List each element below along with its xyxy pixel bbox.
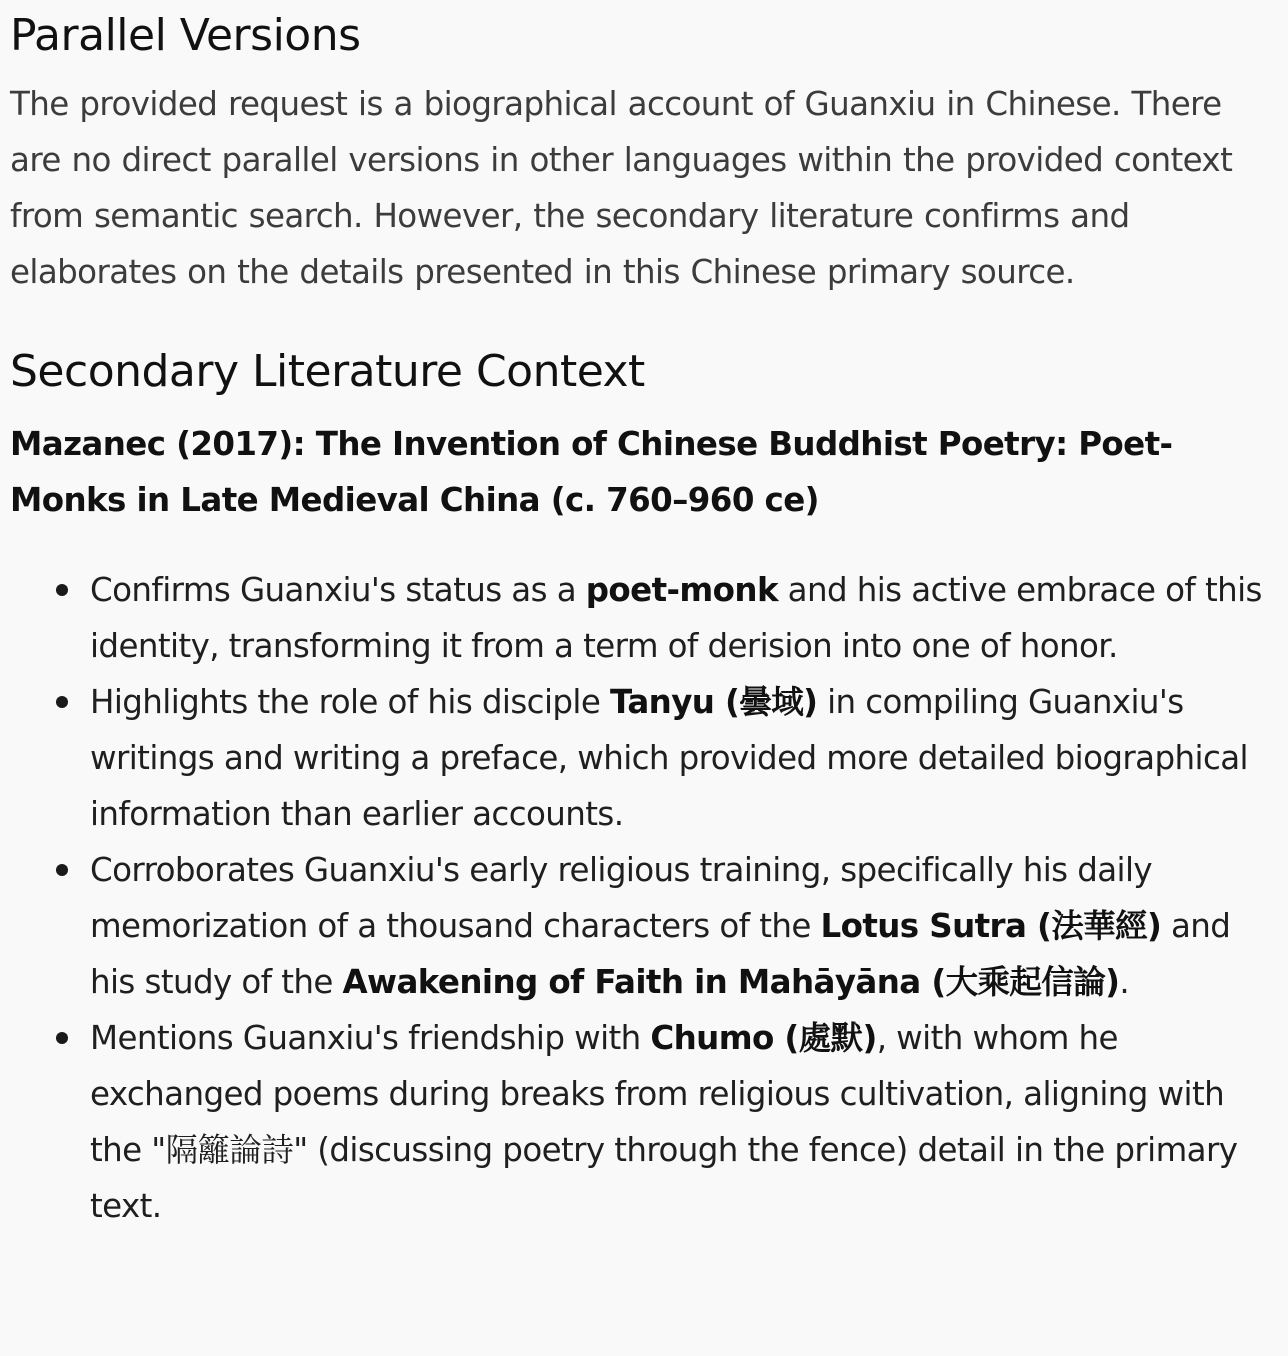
list-item-text: and his active embrace of this identity, transforming it from a term of derision into one of honor.	[90, 571, 1262, 665]
list-item-text: Confirms Guanxiu's status as a	[90, 571, 586, 609]
list-item-bold-term: poet-monk	[585, 571, 778, 609]
findings-list	[10, 562, 1278, 1234]
list-item-bold-term: Tanyu (曇域)	[609, 683, 818, 721]
list-item	[90, 674, 1278, 842]
source-citation-title: Mazanec (2017): The Invention of Chinese Buddhist Poetry: Poet-Monks in Late Medieval China (c. 760–960 ce)	[10, 425, 1173, 519]
bullet-icon	[56, 696, 68, 708]
list-item-bold-term: Awakening of Faith in Mahāyāna (大乘起信論)	[342, 963, 1120, 1001]
list-item-bold-term: Chumo (處默)	[650, 1019, 877, 1057]
list-item	[90, 562, 1278, 674]
list-item-text: , with whom he exchanged poems during breaks from religious cultivation, aligning with the "隔籬論詩" (discussing poetry through the fence) detail in the primary text.	[90, 1019, 1238, 1225]
list-item-text: in compiling Guanxiu's writings and writing a preface, which provided more detailed biographical information than earlier accounts.	[90, 683, 1248, 833]
list-item-text: Highlights the role of his disciple	[90, 683, 610, 721]
list-item	[90, 1010, 1278, 1234]
list-item-text: Mentions Guanxiu's friendship with	[90, 1019, 651, 1057]
section-heading-parallel-versions: Parallel Versions	[10, 10, 361, 61]
bullet-icon	[56, 864, 68, 876]
section-heading-secondary-literature: Secondary Literature Context	[10, 346, 645, 397]
list-item-text: Corroborates Guanxiu's early religious training, specifically his daily memorization of a thousand characters of the	[90, 851, 1153, 945]
parallel-versions-paragraph: The provided request is a biographical account of Guanxiu in Chinese. There are no direct parallel versions in other languages within the provided context from semantic search. However, the secondary literature confirms and elaborates on the details presented in this Chinese primary source.	[10, 85, 1233, 291]
list-item	[90, 842, 1278, 1010]
bullet-icon	[56, 584, 68, 596]
list-item-bold-term: Lotus Sutra (法華經)	[820, 907, 1162, 945]
list-item-text: .	[1119, 963, 1130, 1001]
list-item-text: and his study of the	[90, 907, 1231, 1001]
bullet-icon	[56, 1032, 68, 1044]
